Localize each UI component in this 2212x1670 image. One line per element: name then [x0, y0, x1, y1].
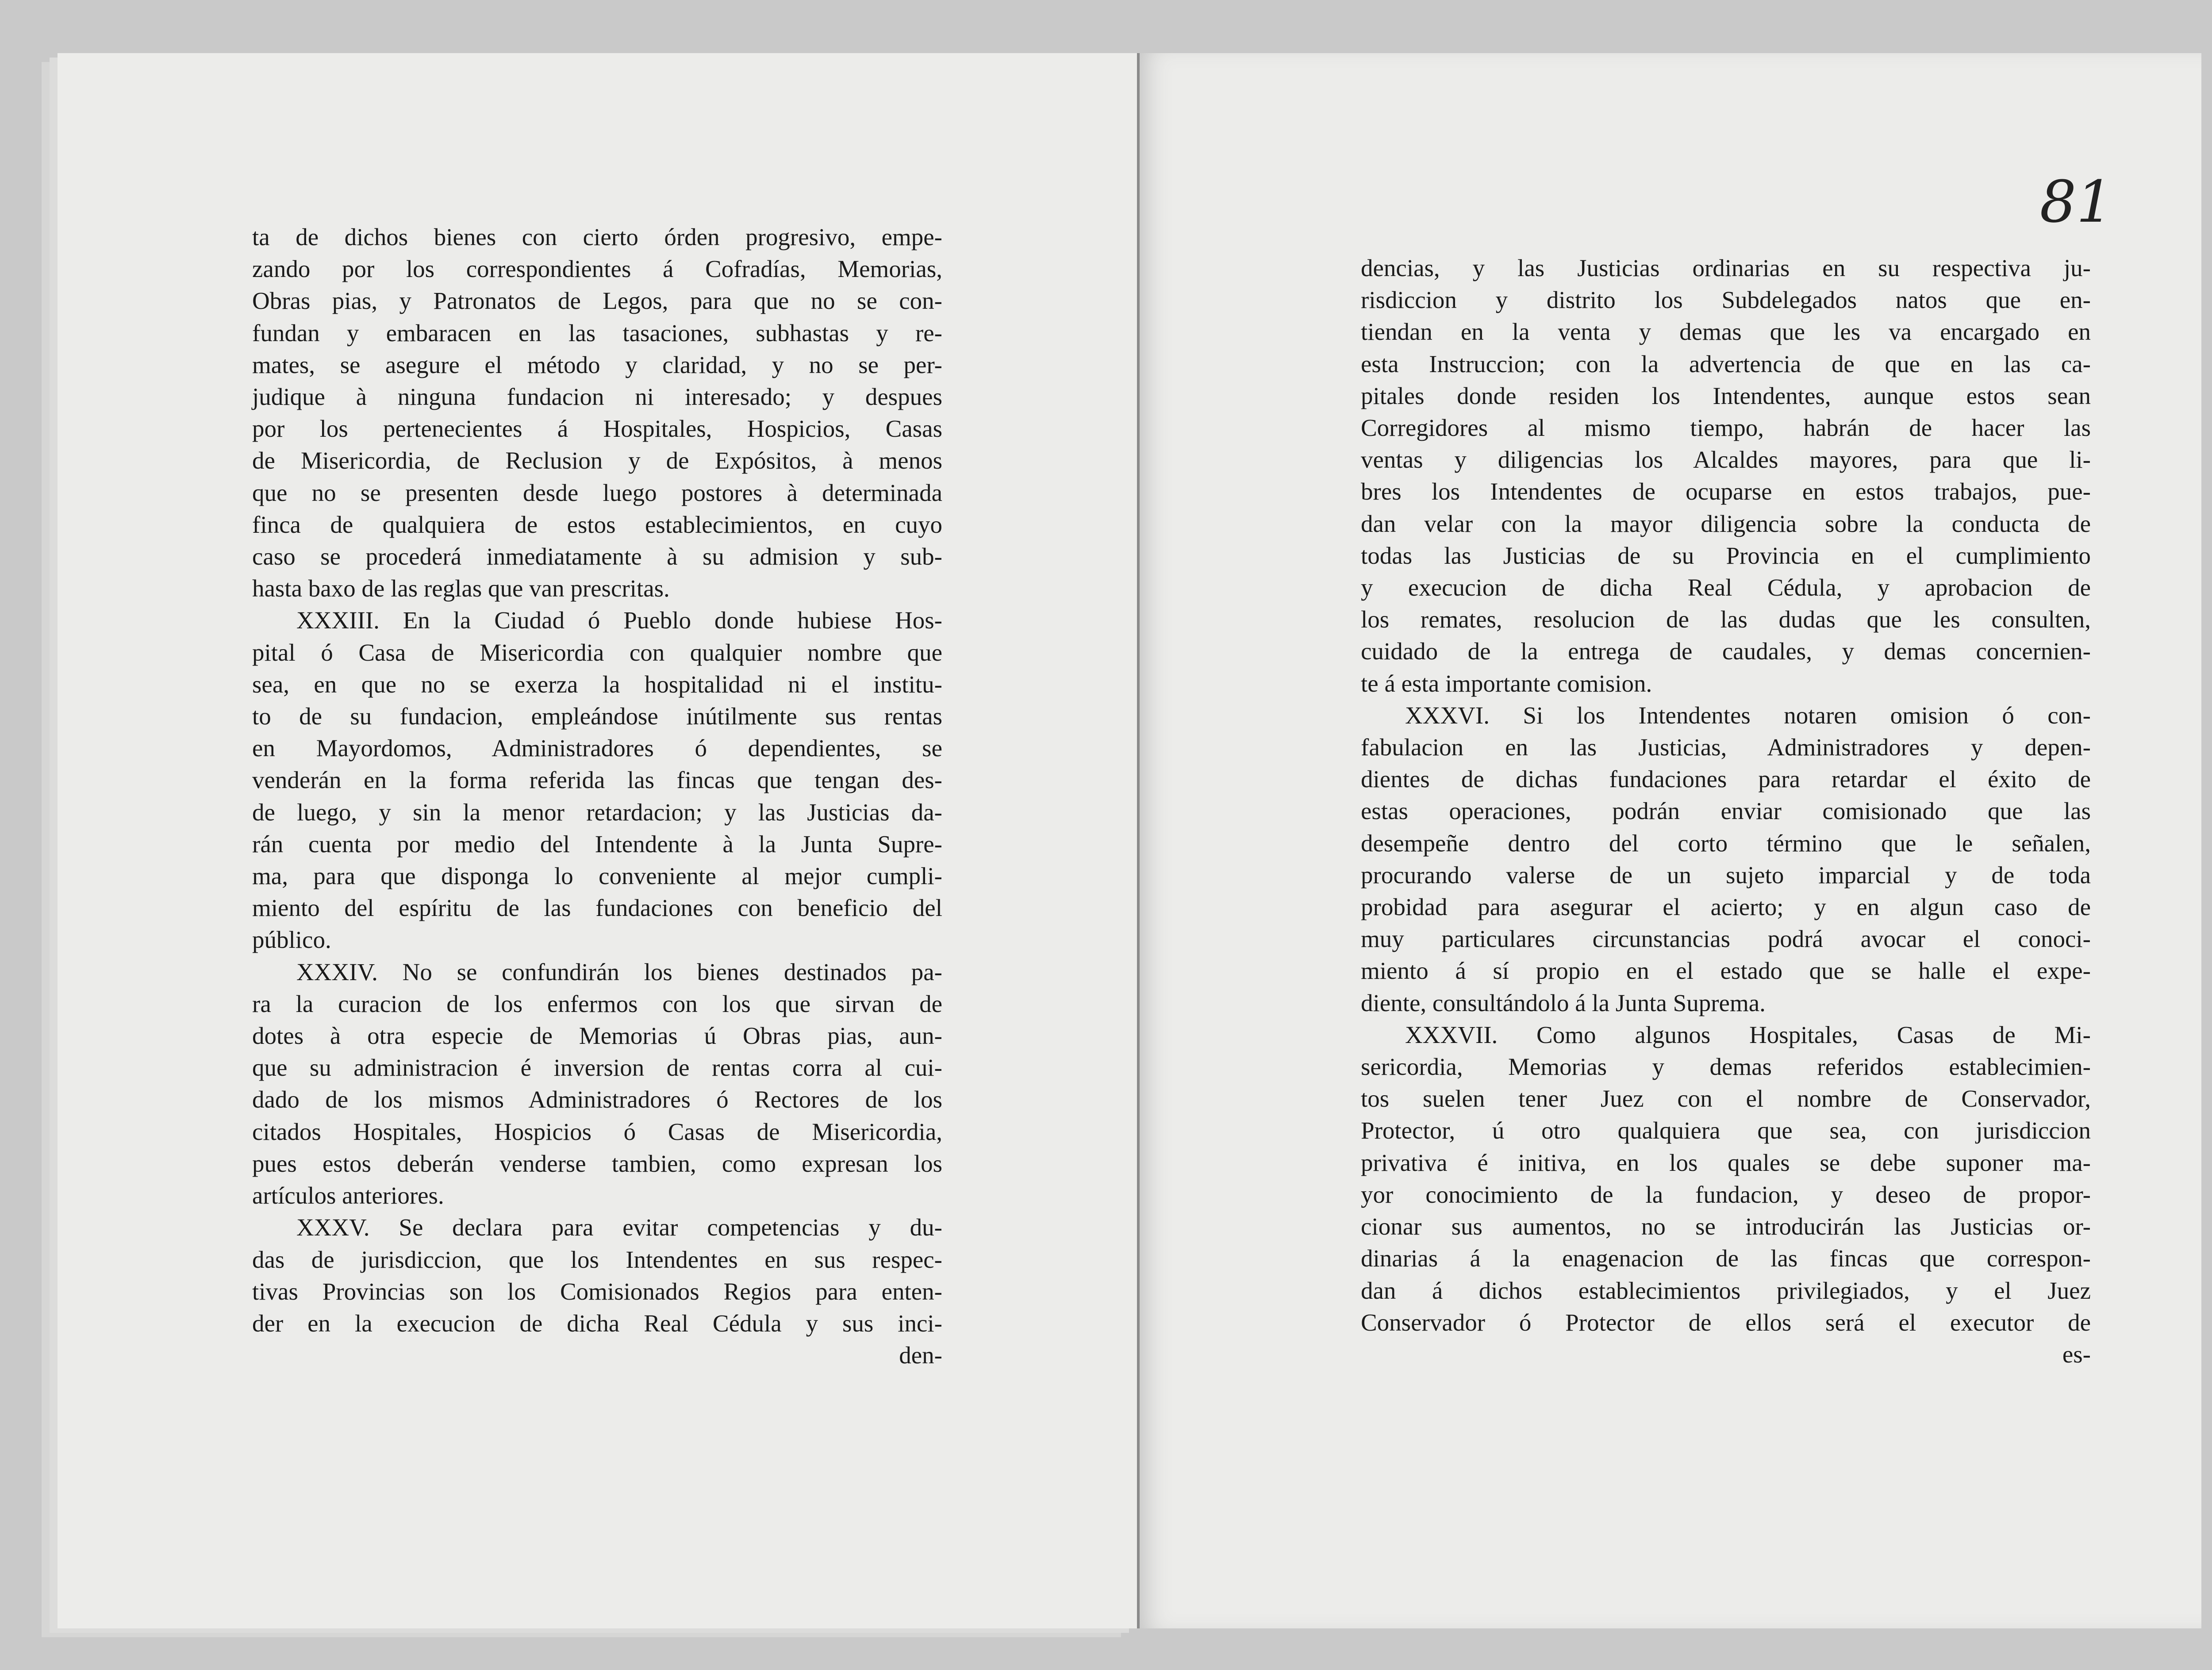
text-line: dinarias á la enagenacion de las fincas que correspon- — [1361, 1245, 2091, 1272]
text-line: XXXVII. Como algunos Hospitales, Casas de Mi- — [1405, 1021, 2091, 1048]
text-line: rán cuenta por medio del Intendente à la Junta Supre- — [252, 830, 942, 858]
text-line: cionar sus aumentos, no se introducirán las Justicias or- — [1361, 1213, 2091, 1240]
text-line: Obras pias, y Patronatos de Legos, para que no se con- — [252, 287, 942, 315]
text-line: tiendan en la venta y demas que les va encargado en — [1361, 318, 2091, 346]
text-line: Protector, ú otro qualquiera que sea, con jurisdiccion — [1361, 1117, 2091, 1144]
text-line: y execucion de dicha Real Cédula, y aprobacion de — [1361, 574, 2091, 601]
text-line: sericordia, Memorias y demas referidos establecimien- — [1361, 1053, 2091, 1081]
text-line: zando por los correspondientes á Cofradías, Memorias, — [252, 255, 942, 283]
text-line: de luego, y sin la menor retardacion; y las Justicias da- — [252, 798, 942, 826]
book-spread — [58, 53, 2199, 1628]
text-line: tivas Provincias son los Comisionados Regios para enten- — [252, 1278, 942, 1305]
text-line: pital ó Casa de Misericordia con qualquier nombre que — [252, 639, 942, 666]
text-line: muy particulares circunstancias podrá avocar el conoci- — [1361, 925, 2091, 953]
text-line: desempeñe dentro del corto término que le señalen, — [1361, 829, 2091, 857]
text-line: todas las Justicias de su Provincia en el cumplimiento — [1361, 542, 2091, 569]
text-line: risdiccion y distrito los Subdelegados natos que en- — [1361, 286, 2091, 314]
text-line: to de su fundacion, empleándose inútilmente sus rentas — [252, 703, 942, 730]
text-line: procurando valerse de un sujeto imparcial y de toda — [1361, 861, 2091, 889]
text-line: esta Instruccion; con la advertencia de que en las ca- — [1361, 350, 2091, 377]
text-line: XXXIV. No se confundirán los bienes destinados pa- — [296, 958, 942, 985]
text-line: miento á sí propio en el estado que se halle el expe- — [1361, 957, 2091, 985]
text-line: dado de los mismos Administradores ó Rectores de los — [252, 1086, 942, 1113]
text-line: ma, para que disponga lo conveniente al mejor cumpli- — [252, 862, 942, 890]
text-line: mates, se asegure el método y claridad, y no se per- — [252, 351, 942, 378]
text-line: XXXV. Se declara para evitar competencias y du- — [296, 1214, 942, 1241]
text-line: finca de qualquiera de estos establecimientos, en cuyo — [252, 511, 942, 538]
folio-number: 81 — [2039, 168, 2113, 235]
text-line: de Misericordia, de Reclusion y de Expósitos, à menos — [252, 447, 942, 474]
text-line: der en la execucion de dicha Real Cédula y sus inci- — [252, 1309, 942, 1337]
text-line: caso se procederá inmediatamente à su admision y sub- — [252, 543, 942, 570]
text-line: que su administracion é inversion de rentas corra al cui- — [252, 1054, 942, 1081]
text-line: ventas y diligencias los Alcaldes mayores, para que li- — [1361, 446, 2091, 473]
text-line: probidad para asegurar el acierto; y en algun caso de — [1361, 893, 2091, 921]
text-line: cuidado de la entrega de caudales, y demas concernien- — [1361, 638, 2091, 665]
text-line: Corregidores al mismo tiempo, habrán de hacer las — [1361, 414, 2091, 442]
text-line: fabulacion en las Justicias, Administradores y depen- — [1361, 734, 2091, 761]
text-line: los remates, resolucion de las dudas que les consulten, — [1361, 606, 2091, 633]
left-page-text — [252, 221, 942, 1371]
text-line: pitales donde residen los Intendentes, aunque estos sean — [1361, 382, 2091, 409]
catchword: es- — [2062, 1340, 2091, 1368]
text-line: dencias, y las Justicias ordinarias en su respectiva ju- — [1361, 254, 2091, 281]
text-line: te á esta importante comision. — [1361, 670, 1652, 697]
text-line: judique à ninguna fundacion ni interesado; y despues — [252, 383, 942, 411]
text-line: que no se presenten desde luego postores à determinada — [252, 479, 942, 506]
text-line: dientes de dichas fundaciones para retardar el éxito de — [1361, 766, 2091, 793]
text-line: hasta baxo de las reglas que van prescritas. — [252, 575, 670, 602]
left-page — [58, 53, 1137, 1628]
text-line: miento del espíritu de las fundaciones con beneficio del — [252, 894, 942, 922]
text-line: en Mayordomos, Administradores ó dependientes, se — [252, 735, 942, 762]
right-page — [1137, 53, 2201, 1628]
text-line: XXXIII. En la Ciudad ó Pueblo donde hubiese Hos- — [296, 607, 942, 634]
text-line: sea, en que no se exerza la hospitalidad ni el institu- — [252, 670, 942, 698]
text-line: tos suelen tener Juez con el nombre de Conservador, — [1361, 1085, 2091, 1112]
text-line: pues estos deberán venderse tambien, como expresan los — [252, 1150, 942, 1177]
text-line: ra la curacion de los enfermos con los que sirvan de — [252, 990, 942, 1017]
text-line: público. — [252, 926, 331, 954]
text-line: dan á dichos establecimientos privilegiados, y el Juez — [1361, 1277, 2091, 1304]
text-line: bres los Intendentes de ocuparse en estos trabajos, pue- — [1361, 478, 2091, 505]
text-line: yor conocimiento de la fundacion, y deseo de propor- — [1361, 1181, 2091, 1208]
text-line: Conservador ó Protector de ellos será el executor de — [1361, 1308, 2091, 1336]
right-page-text — [1361, 252, 2091, 1370]
catchword: den- — [899, 1342, 942, 1369]
text-line: das de jurisdiccion, que los Intendentes en sus respec- — [252, 1246, 942, 1273]
text-line: XXXVI. Si los Intendentes notaren omision ó con- — [1405, 701, 2091, 729]
text-line: fundan y embaracen en las tasaciones, subhastas y re- — [252, 319, 942, 346]
text-line: dan velar con la mayor diligencia sobre la conducta de — [1361, 510, 2091, 537]
text-line: citados Hospitales, Hospicios ó Casas de Misericordia, — [252, 1118, 942, 1145]
text-line: artículos anteriores. — [252, 1182, 444, 1209]
text-line: privativa é initiva, en los quales se debe suponer ma- — [1361, 1149, 2091, 1176]
text-line: diente, consultándolo á la Junta Suprema. — [1361, 989, 1766, 1016]
text-line: venderán en la forma referida las fincas que tengan des- — [252, 766, 942, 794]
text-line: por los pertenecientes á Hospitales, Hospicios, Casas — [252, 415, 942, 443]
text-line: ta de dichos bienes con cierto órden progresivo, empe- — [252, 223, 942, 250]
text-line: estas operaciones, podrán enviar comisionado que las — [1361, 797, 2091, 825]
text-line: dotes à otra especie de Memorias ú Obras pias, aun- — [252, 1022, 942, 1050]
